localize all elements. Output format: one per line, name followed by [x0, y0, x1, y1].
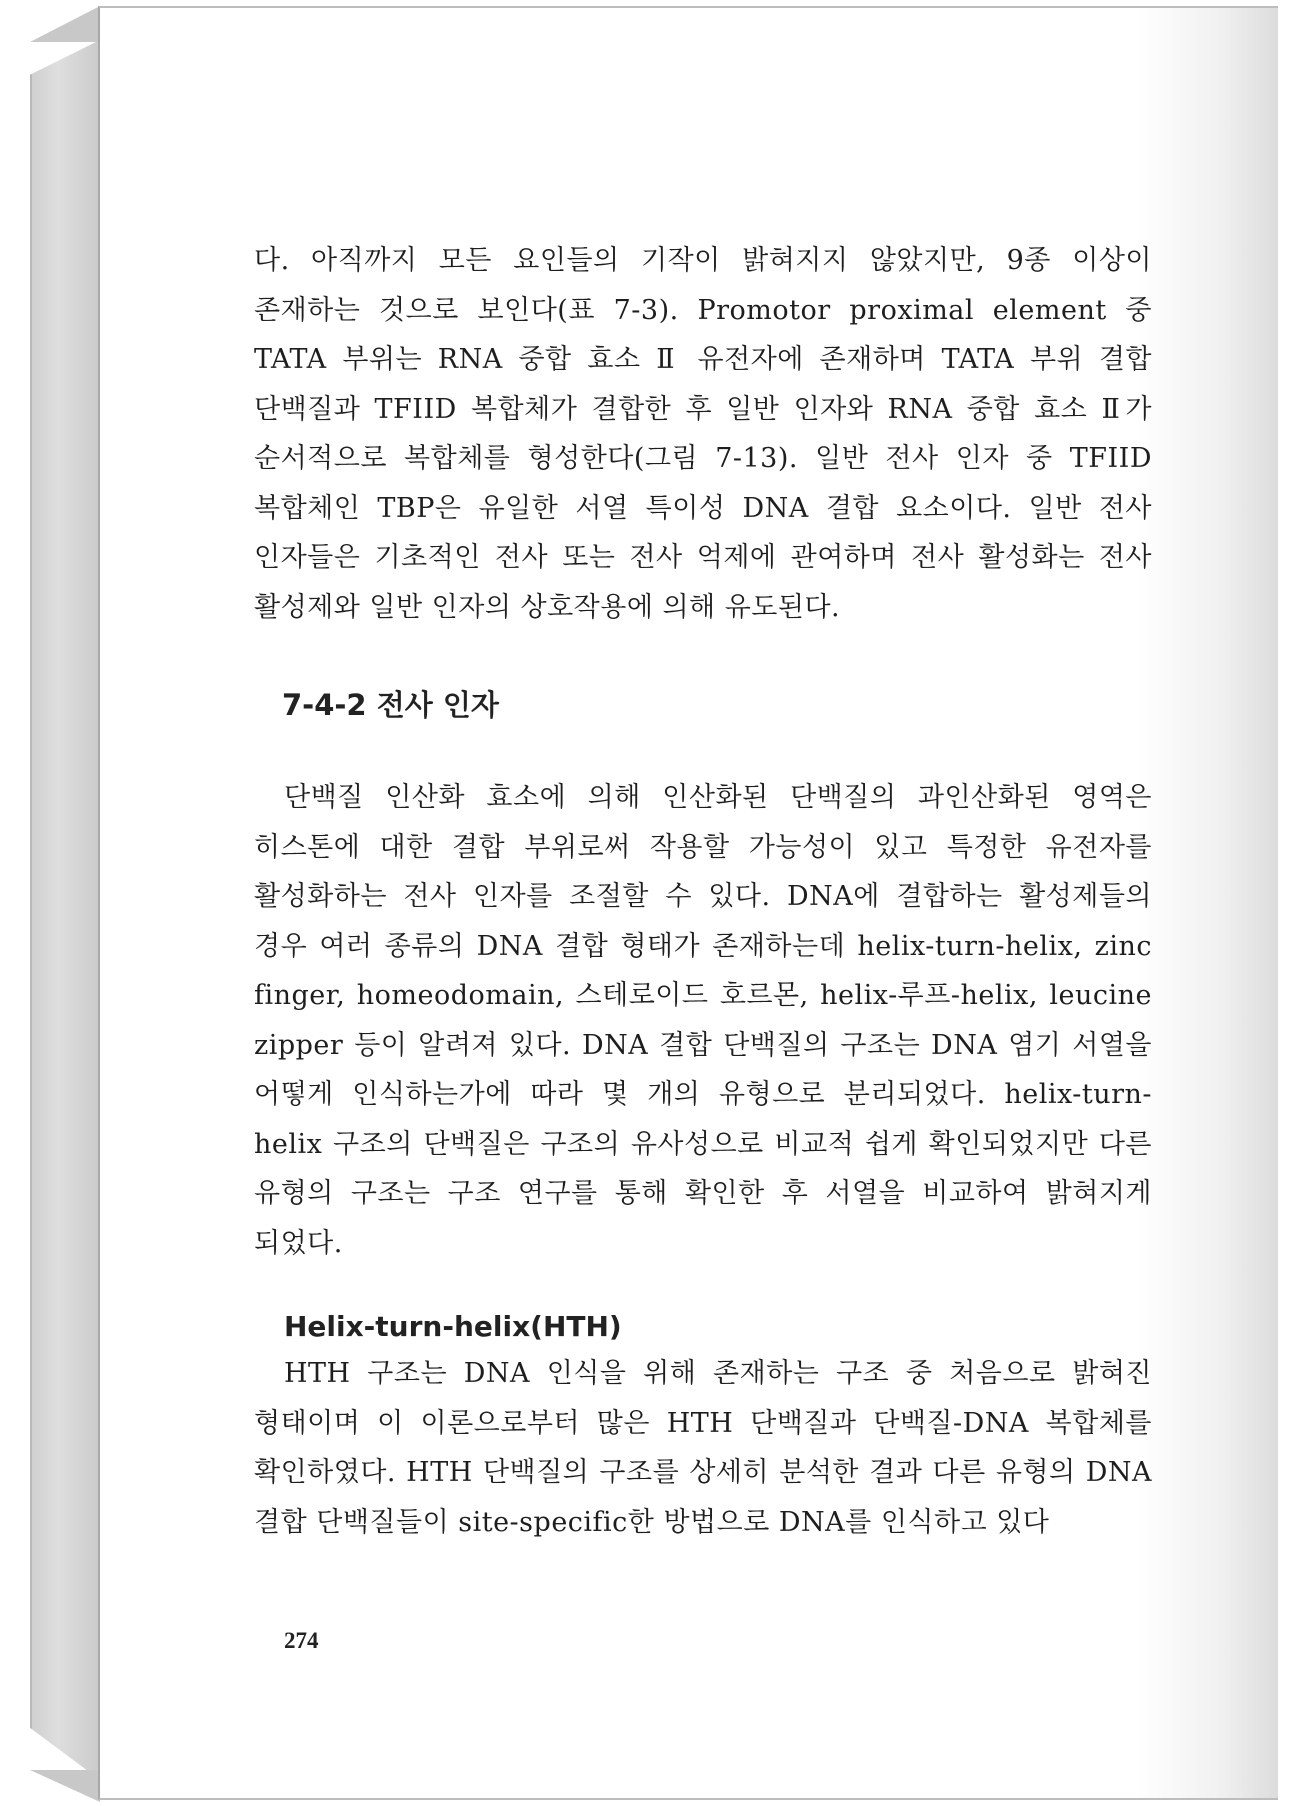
section-heading: 7-4-2 전사 인자: [282, 688, 499, 722]
body-paragraph-1: 다. 아직까지 모든 요인들의 기작이 밝혀지지 않았지만, 9종 이상이 존재하는 것으로 보인다(표 7-3). Promotor proximal element 중 TATA 부위는 RNA 중합 효소 Ⅱ 유전자에 존재하며 TATA 부위 결합 단백질과 TFIID 복합체가 결합한 후 일반 인자와 RNA 중합 효소 Ⅱ가 순서적으로 복합체를 형성한다(그림 7-13). 일반 전사 인자 중 TFIID 복합체인 TBP은 유일한 서열 특이성 DNA 결합 요소이다. 일반 전사 인자들은 기초적인 전사 또는 전사 억제에 관여하며 전사 활성화는 전사 활성제와 일반 인자의 상호작용에 의해 유도된다.: [254, 245, 1152, 623]
book-bottom-edge: [30, 1770, 100, 1802]
book-top-edge: [30, 6, 100, 42]
book-spine: [30, 40, 100, 1780]
body-paragraph-2: 단백질 인산화 효소에 의해 인산화된 단백질의 과인산화된 영역은 히스톤에 대한 결합 부위로써 작용할 가능성이 있고 특정한 유전자를 활성화하는 전사 인자를 조절할 수 있다. DNA에 결합하는 활성제들의 경우 여러 종류의 DNA 결합 형태가 존재하는데 helix-turn-helix, zinc finger, homeodomain, 스테로이드 호르몬, helix-루프-helix, leucine zipper 등이 알려져 있다. DNA 결합 단백질의 구조는 DNA 염기 서열을 어떻게 인식하는가에 따라 몇 개의 유형으로 분리되었다. helix-turn-helix 구조의 단백질은 구조의 유사성으로 비교적 쉽게 확인되었지만 다른 유형의 구조는 구조 연구를 통해 확인한 후 서열을 비교하여 밝혀지게 되었다.: [254, 782, 1152, 1259]
page-number: 274: [284, 1628, 319, 1653]
subsection-heading: Helix-turn-helix(HTH): [284, 1310, 622, 1343]
body-paragraph-3: HTH 구조는 DNA 인식을 위해 존재하는 구조 중 처음으로 밝혀진 형태이며 이 이론으로부터 많은 HTH 단백질과 단백질-DNA 복합체를 확인하였다. HTH 단백질의 구조를 상세히 분석한 결과 다른 유형의 DNA 결합 단백질들이 site-specific한 방법으로 DNA를 인식하고 있다: [254, 1358, 1152, 1538]
